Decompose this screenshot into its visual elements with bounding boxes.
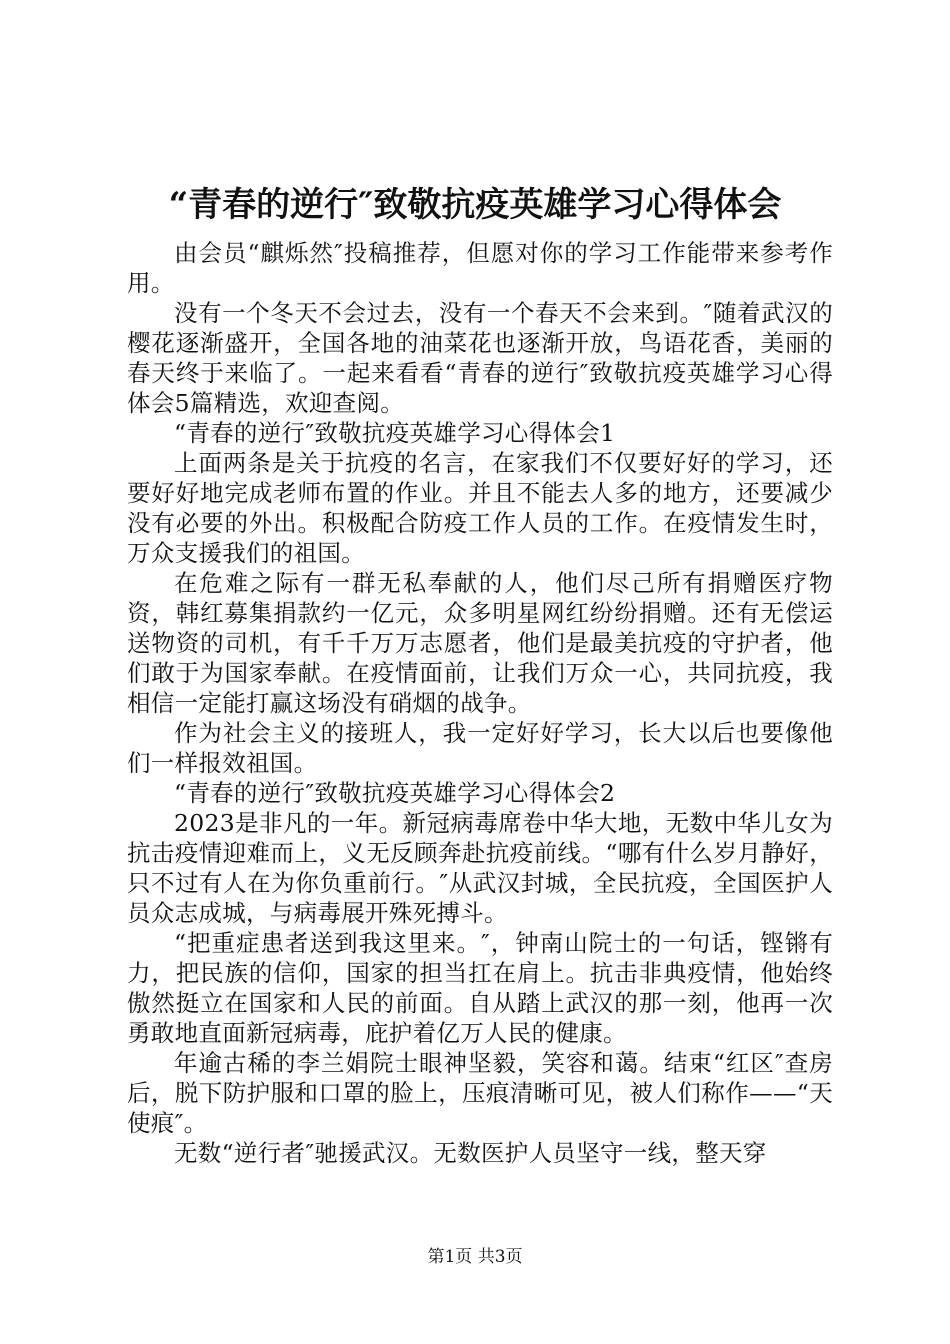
intro-paragraph: 由会员“麒烁然″投稿推荐，但愿对你的学习工作能带来参考作用。	[127, 239, 833, 297]
body-paragraph: 在危难之际有一群无私奉献的人，他们尽己所有捐赠医疗物资，韩红募集捐款约一亿元，众多明星网红纷纷捐赠。还有无偿运送物资的司机，有千千万万志愿者，他们是最美抗疫的守护者，他们敢于为国家奉献。在疫情面前，让我们万众一心，共同抗疫，我相信一定能打赢这场没有硝烟的战争。	[127, 569, 833, 717]
body-paragraph: 作为社会主义的接班人，我一定好好学习，长大以后也要像他们一样报效祖国。	[127, 719, 833, 777]
section-heading-1: “青春的逆行″致敬抗疫英雄学习心得体会1	[174, 419, 616, 447]
page-number-footer: 第1页 共3页	[427, 1247, 523, 1267]
document-body	[127, 238, 833, 1168]
body-paragraph: 2023是非凡的一年。新冠病毒席卷中华大地，无数中华儿女为抗击疫情迎难而上，义无反顾奔赴抗疫前线。“哪有什么岁月静好，只不过有人在为你负重前行。″从武汉封城，全民抗疫，全国医护人员众志成城，与病毒展开殊死搏斗。	[127, 809, 833, 927]
body-paragraph: 年逾古稀的李兰娟院士眼神坚毅，笑容和蔼。结束“红区″查房后，脱下防护服和口罩的脸上，压痕清晰可见，被人们称作——“天使痕″。	[127, 1049, 833, 1137]
document-title: “青春的逆行″致敬抗疫英雄学习心得体会	[168, 185, 782, 225]
opening-paragraph: 没有一个冬天不会过去，没有一个春天不会来到。″随着武汉的樱花逐渐盛开，全国各地的油菜花也逐渐开放，鸟语花香，美丽的春天终于来临了。一起来看看“青春的逆行″致敬抗疫英雄学习心得体会5篇精选，欢迎查阅。	[127, 299, 833, 417]
body-paragraph: 上面两条是关于抗疫的名言，在家我们不仅要好好的学习，还要好好地完成老师布置的作业。并且不能去人多的地方，还要减少没有必要的外出。积极配合防疫工作人员的工作。在疫情发生时，万众支援我们的祖国。	[127, 449, 833, 567]
section-heading-2: “青春的逆行″致敬抗疫英雄学习心得体会2	[174, 779, 616, 807]
body-paragraph: “把重症患者送到我这里来。″，钟南山院士的一句话，铿锵有力，把民族的信仰，国家的担当扛在肩上。抗击非典疫情，他始终傲然挺立在国家和人民的前面。自从踏上武汉的那一刻，他再一次勇敢地直面新冠病毒，庇护着亿万人民的健康。	[127, 929, 833, 1047]
body-paragraph: 无数“逆行者″驰援武汉。无数医护人员坚守一线，整天穿	[174, 1139, 767, 1167]
